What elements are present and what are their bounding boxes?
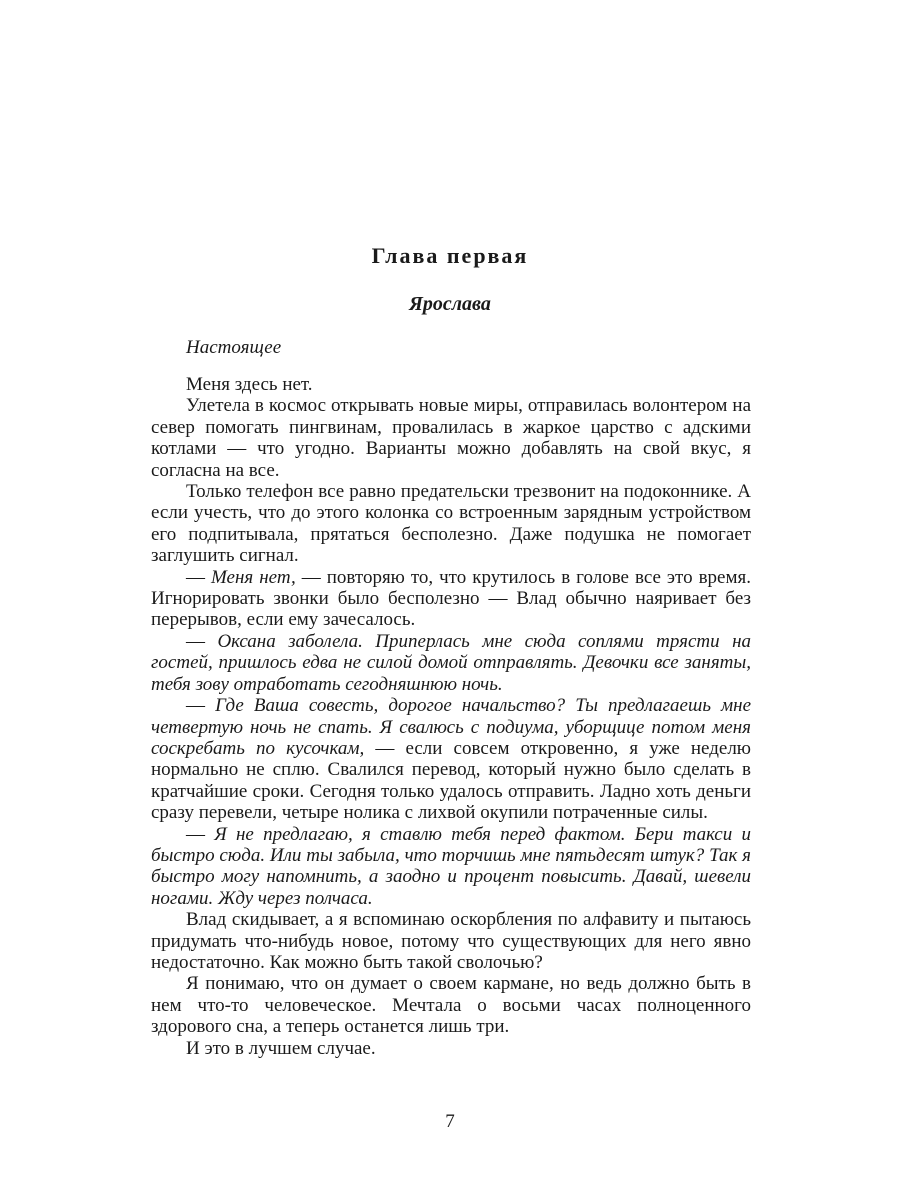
italic-run: Меня нет, [210, 566, 296, 588]
paragraph [151, 695, 751, 823]
body-text [151, 374, 751, 1059]
chapter-title: Глава первая [371, 243, 529, 268]
text-run: — [186, 695, 216, 717]
text-run: — [186, 630, 218, 652]
paragraph [151, 395, 751, 481]
text-run: Влад скидывает, а я вспоминаю оскорбления по алфавиту и пытаюсь придумать что-нибудь новое, потому что существующих для него явно недостаточно. Как можно быть такой сволочью? [151, 909, 751, 973]
page-number: 7 [445, 1111, 455, 1132]
paragraph [151, 374, 751, 395]
text-run: Я понимаю, что он думает о своем кармане, но ведь должно быть в нем что-то человеческое. Мечтала о восьми часах полноценного здорового сна, а теперь останется лишь три. [151, 973, 751, 1038]
paragraph [151, 973, 751, 1037]
text-run: Только телефон все равно предательски трезвонит на подоконнике. А если учесть, что до этого колонка со встроенным зарядным устройством его подпитывала, прятаться бесполезно. Даже подушка не помогает заглушить сигнал. [151, 481, 751, 567]
text-run: — [186, 823, 215, 845]
paragraph [151, 631, 751, 695]
paragraph [151, 909, 751, 973]
paragraph [151, 567, 751, 631]
paragraph [151, 481, 751, 567]
text-run: — если совсем откровенно, я уже неделю нормально не сплю. Свалился перевод, который нужно было сделать в кратчайшие сроки. Сегодня только удалось отправить. Ладно хоть деньги сразу перевели, четыре нолика с лихвой окупили потраченные силы. [151, 737, 751, 824]
text-run: — [186, 566, 211, 588]
timeframe-label: Настоящее [186, 337, 282, 358]
italic-run: Оксана заболела. Приперлась мне сюда соплями трясти на гостей, пришлось едва не силой домой отправлять. Девочки все заняты, тебя зову отработать сегодняшнюю ночь. [151, 630, 751, 695]
italic-run: Где Ваша совесть, дорогое начальство? Ты предлагаешь мне четвертую ночь не спать. Я свалюсь с подиума, уборщице потом меня соскребать по кусочкам, [151, 695, 751, 759]
text-run: Улетела в космос открывать новые миры, отправилась волонтером на север помогать пингвинам, провалилась в жаркое царство с адскими котлами — что угодно. Варианты можно добавлять на свой вкус, я согласна на все. [151, 395, 751, 481]
paragraph [151, 1038, 751, 1059]
text-run: И это в лучшем случае. [186, 1037, 376, 1059]
italic-run: Я не предлагаю, я ставлю тебя перед фактом. Бери такси и быстро сюда. Или ты забыла, что торчишь мне пятьдесят штук? Так я быстро могу напомнить, а заодно и процент повысить. Давай, шевели ногами. Жду через полчаса. [151, 823, 752, 909]
paragraph [151, 824, 751, 910]
text-run: Меня здесь нет. [186, 374, 313, 395]
section-title: Ярослава [409, 293, 491, 315]
text-run: — повторяю то, что крутилось в голове все это время. Игнорировать звонки было бесполезно — Влад обычно наяривает без перерывов, если ему зачесалось. [151, 566, 751, 631]
